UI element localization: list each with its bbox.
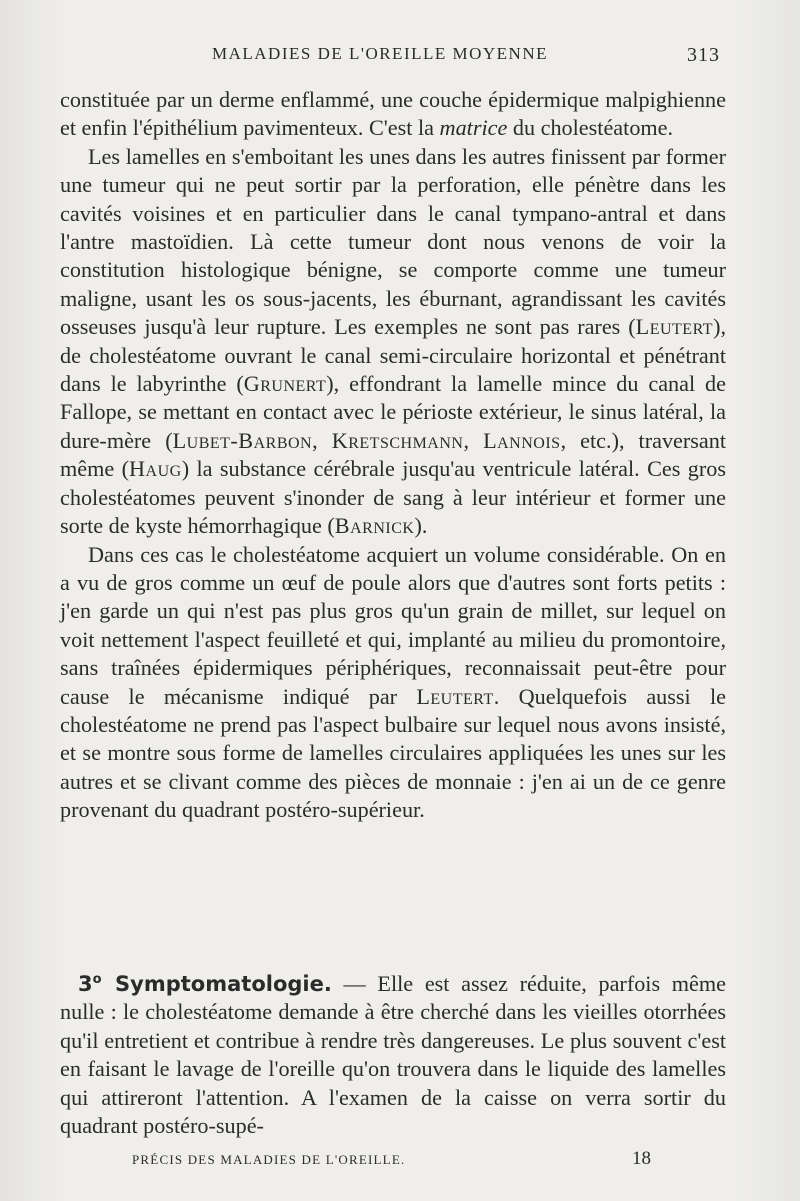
page-footer: [60, 1148, 726, 1172]
paragraph-3: [60, 541, 726, 825]
author-name: Grunert: [243, 371, 327, 397]
text-run: Dans ces cas le cholestéatome acquiert un volume considérable. On en a vu de gros comme un œuf de poule alors que d'autres sont forts petits : j'en garde un qui n'est pas plus gros qu'un grain de millet, sur lequel on voit nettement l'aspect feuilleté et qui, implanté au milieu du promontoire, sans traînées épidermiques périphériques, reconnaissait peut-être pour cause le mécanisme indiqué par: [60, 541, 726, 709]
author-name: Leutert: [635, 314, 714, 340]
signature-mark: 18: [632, 1148, 651, 1169]
text-run: . Quelquefois aussi le cholestéatome ne prend pas l'aspect bulbaire sur lequel nous avons insisté, et se montre sous forme de lamelles circulaires appliquées les unes sur les autres et se clivant comme des pièces de monnaie : j'en ai un de ce genre provenant du quadrant postéro-supérieur.: [60, 683, 726, 823]
text-run: ), de cholestéatome ouvrant le canal semi-circulaire horizontal et pénétrant dans le labyrinthe (: [60, 314, 726, 397]
paragraph-2: [60, 143, 726, 541]
page-number: 313: [687, 44, 720, 66]
text-run: , etc.), traversant même (: [60, 427, 727, 482]
text-run: ) la substance cérébrale jusqu'au ventricule latéral. Ces gros cholestéatomes peuvent s'inonder de sang à leur intérieur et former une sorte de kyste hémorrhagique (: [60, 456, 726, 539]
section-number: 3: [78, 972, 93, 996]
text-run: ,: [312, 427, 332, 453]
paragraph-1: [60, 86, 726, 143]
body-text: [60, 86, 726, 825]
text-run: du cholestéatome.: [507, 115, 674, 141]
text-run: ,: [463, 427, 484, 453]
author-name: Kretschmann: [331, 427, 464, 453]
text-run: constituée par un derme enflammé, une couche épidermique malpighienne et enfin l'épithélium pavimenteux. C'est la: [60, 87, 726, 141]
author-name: Lubet-Barbon: [172, 427, 313, 453]
running-title: MALADIES DE L'OREILLE MOYENNE: [212, 44, 548, 63]
section-heading: [78, 972, 332, 996]
section-symptomatologie: [60, 966, 726, 1140]
emphasis-text: matrice: [439, 115, 508, 141]
author-name: Haug: [129, 456, 182, 482]
section-paragraph: [60, 966, 726, 1140]
author-name: Barnick: [334, 513, 415, 539]
text-run: Les lamelles en s'emboitant les unes dans les autres finissent par former une tumeur qui ne peut sortir par la perforation, elle pénètre dans les cavités voisines et en particulier dans le canal tympano-antral et dans l'antre mastoïdien. Là cette tumeur dont nous venons de voir la constitution histologique bénigne, se comporte comme une tumeur maligne, usant les os sous-jacents, les éburnant, agrandissant les cavités osseuses jusqu'à leur rupture. Les exemples ne sont pas rares (: [60, 143, 726, 340]
section-title: Symptomatologie.: [115, 972, 332, 996]
signature-text: PRÉCIS DES MALADIES DE L'OREILLE.: [132, 1152, 406, 1167]
text-run: ), effondrant la lamelle mince du canal de Fallope, se mettant en contact avec le périoste extérieur, le sinus latéral, la dure-mère (: [60, 371, 726, 453]
section-text: — Elle est assez réduite, parfois même nulle : le cholestéatome demande à être cherché dans les vieilles otorrhées qu'il entretient et contribue à rendre très dangereuses. Le plus souvent c'est en faisant le lavage de l'oreille qu'on trouvera dans le liquide des lamelles qui attireront l'attention. A l'examen de la caisse on verra sortir du quadrant postéro-supé-: [60, 971, 727, 1139]
author-name: Leutert: [416, 683, 494, 709]
running-header: [60, 42, 720, 72]
section-ordinal: o: [92, 972, 102, 987]
text-run: ).: [414, 513, 428, 539]
author-name: Lannois: [483, 427, 561, 453]
